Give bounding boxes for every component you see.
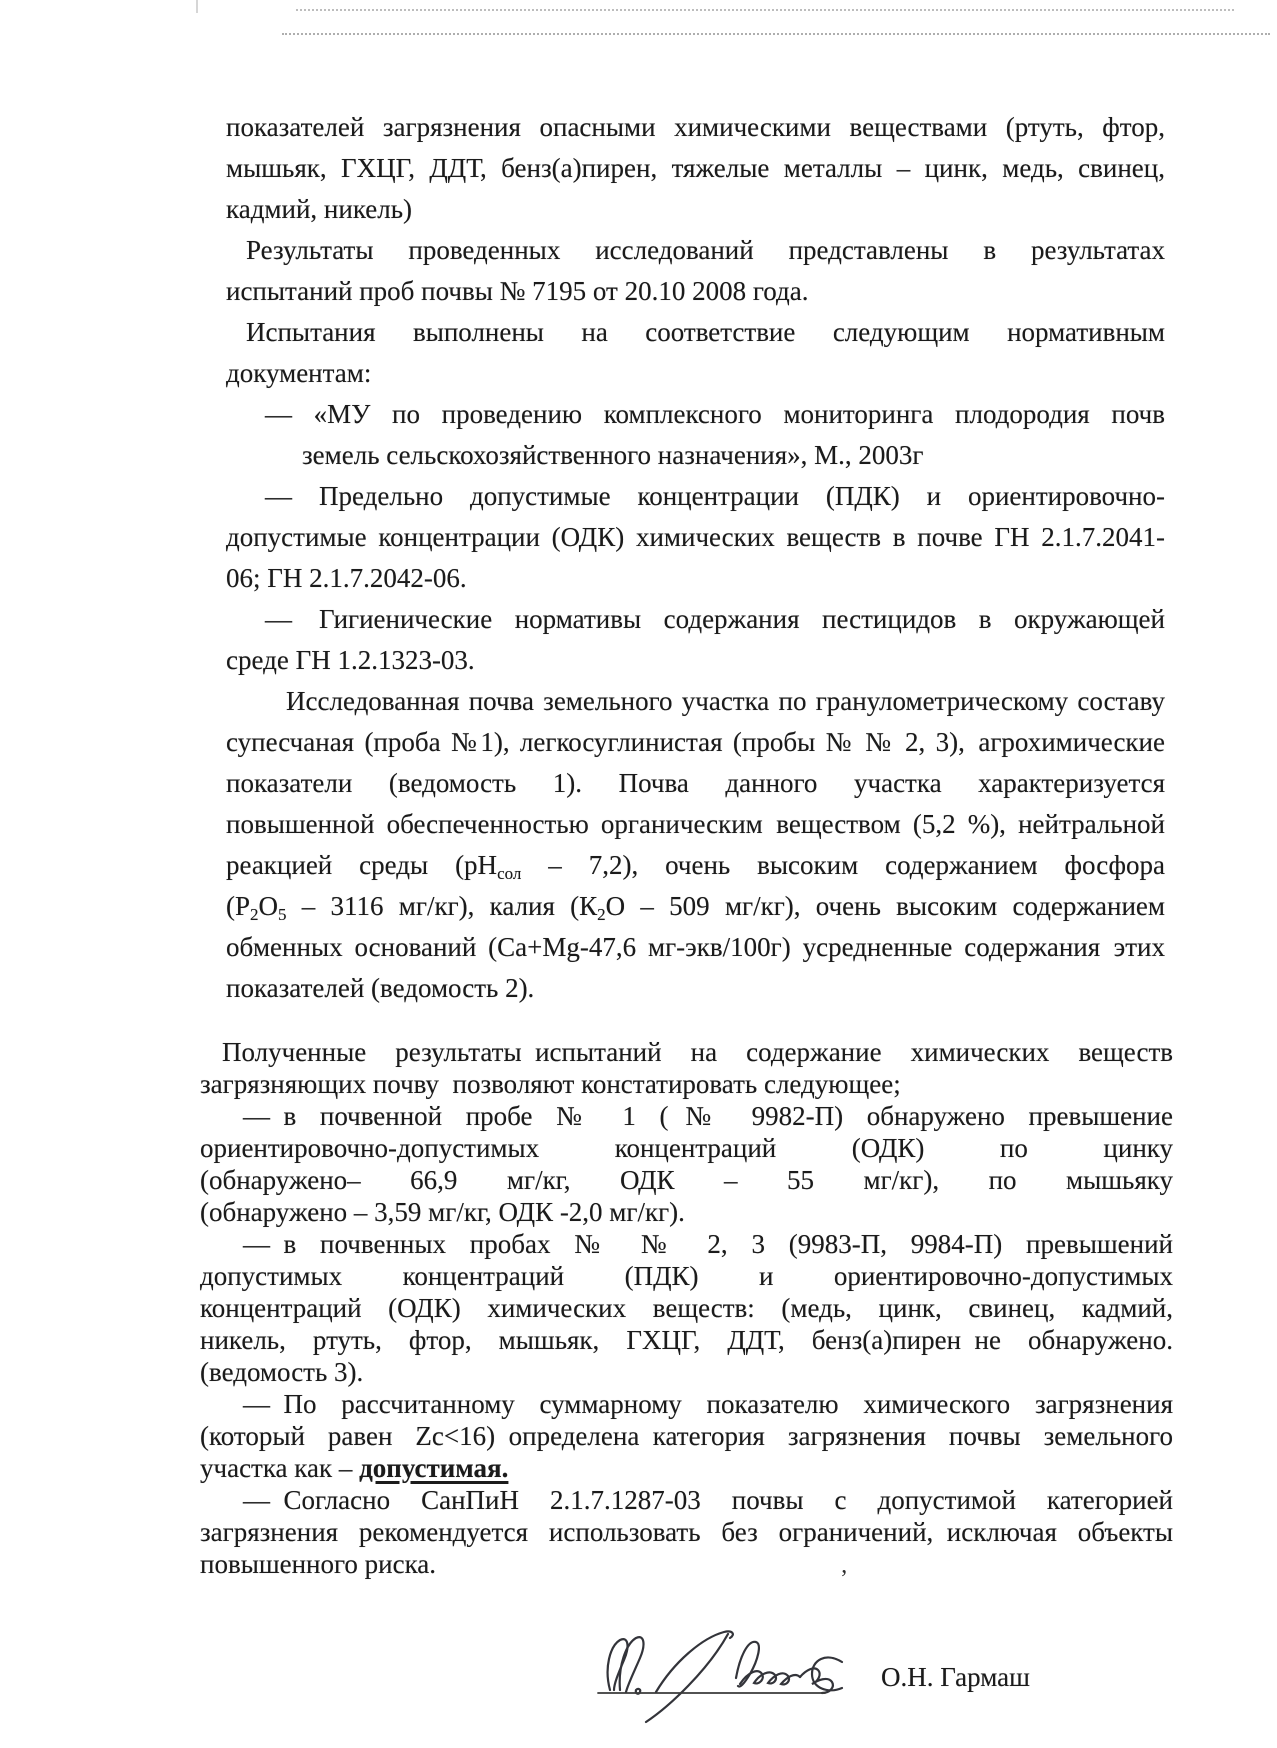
- signatory-name: О.Н. Гармаш: [881, 1662, 1030, 1692]
- text-line: загрязнения рекомендуется использовать без ограничений, исключая объекты: [200, 1517, 1173, 1547]
- text-line: концентраций (ОДК) химических веществ: (медь, цинк, свинец, кадмий,: [200, 1293, 1173, 1323]
- text-line: (обнаружено– 66,9 мг/кг, ОДК – 55 мг/кг), по мышьяку: [200, 1165, 1173, 1195]
- text-line: кадмий, никель): [226, 194, 413, 224]
- text-line: (который равен Zc<16) определена категория загрязнения почвы земельного: [200, 1421, 1173, 1451]
- text-line: загрязняющих почву позволяют констатировать следующее;: [200, 1069, 901, 1099]
- text-line: мышьяк, ГХЦГ, ДДТ, бенз(а)пирен, тяжелые металлы – цинк, медь, свинец,: [226, 153, 1165, 183]
- text-line: документам:: [226, 358, 372, 388]
- signature: [590, 1598, 850, 1738]
- scan-artifact-tick: [196, 0, 198, 13]
- text-line: ориентировочно-допустимых концентраций (ОДК) по цинку: [200, 1133, 1173, 1163]
- text-line: — «МУ по проведению комплексного мониторинга плодородия почв: [265, 399, 1165, 429]
- scan-artifact-dotted-line-1: [296, 9, 1234, 11]
- signature-scribble: [590, 1598, 850, 1738]
- text-line: допустимых концентраций (ПДК) и ориентировочно-допустимых: [200, 1261, 1173, 1291]
- body-text-block-2: [200, 1036, 1173, 1580]
- text-line: (обнаружено – 3,59 мг/кг, ОДК -2,0 мг/кг).: [200, 1197, 685, 1227]
- text-line: — в почвенных пробах № № 2, 3 (9983-П, 9984-П) превышений: [243, 1229, 1173, 1259]
- stray-pen-mark: ’: [840, 1566, 848, 1592]
- scan-artifact-dotted-line-2: [282, 33, 1270, 35]
- text-line: — Предельно допустимые концентрации (ПДК) и ориентировочно-: [265, 481, 1165, 511]
- text-line: Результаты проведенных исследований представлены в результатах: [246, 235, 1165, 265]
- text-line: супесчаная (проба №1), легкосуглинистая (пробы № № 2, 3), агрохимические: [226, 727, 1165, 757]
- text-line: повышенного риска.: [200, 1549, 437, 1579]
- text-line: испытаний проб почвы № 7195 от 20.10 2008 года.: [226, 276, 809, 306]
- text-line: никель, ртуть, фтор, мышьяк, ГХЦГ, ДДТ, бенз(а)пирен не обнаружено.: [200, 1325, 1173, 1355]
- text-line: ($P_2O_5 - 3116$ мг/кг), калия ($К_2О - 509$ мг/кг), очень высоким содержанием: [226, 891, 1165, 924]
- text-line: реакцией среды $(рН_{сол} - 7,2)$, очень высоким содержанием фосфора: [226, 850, 1165, 883]
- body-text-block-1: [226, 107, 1165, 1009]
- text-line: — Согласно СанПиН 2.1.7.1287-03 почвы с допустимой категорией: [243, 1485, 1173, 1515]
- text-line: среде ГН 1.2.1323-03.: [226, 645, 475, 675]
- text-line: (ведомость 3).: [200, 1357, 364, 1387]
- text-line: Полученные результаты испытаний на содержание химических веществ: [222, 1037, 1173, 1067]
- text-line: — По рассчитанному суммарному показателю химического загрязнения: [243, 1389, 1173, 1419]
- text-line: 06; ГН 2.1.7.2042-06.: [226, 563, 467, 593]
- text-line: — в почвенной пробе № 1 (№ 9982-П) обнаружено превышение: [243, 1101, 1173, 1131]
- text-line: показатели (ведомость 1). Почва данного участка характеризуется: [226, 768, 1165, 798]
- text-line: допустимые концентрации (ОДК) химических веществ в почве ГН 2.1.7.2041-: [226, 522, 1165, 552]
- text-line: обменных оснований (Ca+Mg-47,6 мг-экв/100г) усредненные содержания этих: [226, 932, 1165, 962]
- text-line: показателей загрязнения опасными химическими веществами (ртуть, фтор,: [226, 112, 1165, 142]
- text-line: повышенной обеспеченностью органическим веществом (5,2 %), нейтральной: [226, 809, 1165, 839]
- text-line: — Гигиенические нормативы содержания пестицидов в окружающей: [265, 604, 1165, 634]
- text-line: Испытания выполнены на соответствие следующим нормативным: [246, 317, 1165, 347]
- text-line: земель сельскохозяйственного назначения», М., 2003г: [302, 440, 924, 470]
- text-line: участка как – допустимая.: [200, 1453, 509, 1483]
- text-line: показателей (ведомость 2).: [226, 973, 535, 1003]
- text-line: Исследованная почва земельного участка по гранулометрическому составу: [286, 686, 1165, 716]
